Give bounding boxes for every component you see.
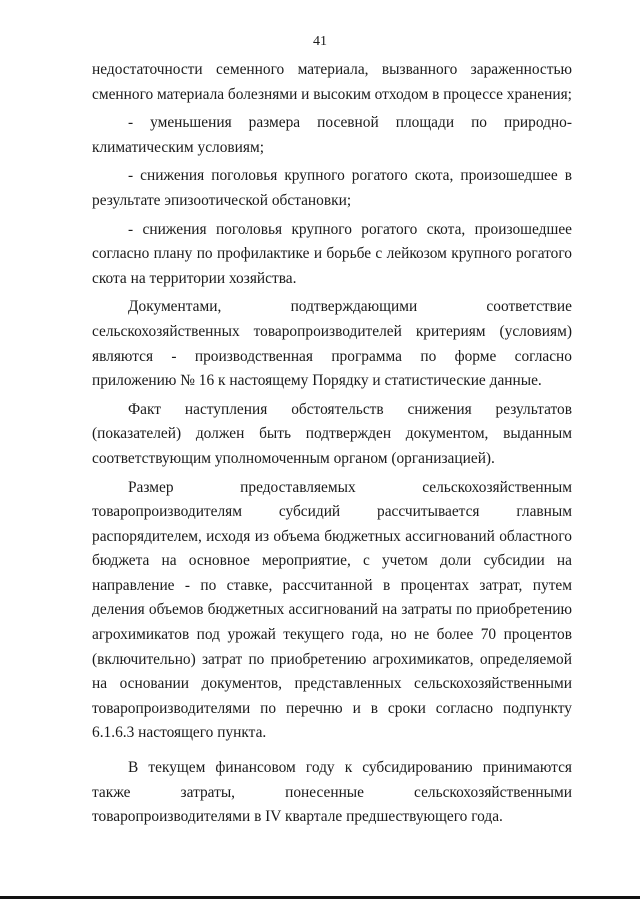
paragraph-confirming-documents: Документами, подтверждающими соответствие сельскохозяйственных товаропроизводителей критериям (условиям) являются - производственная программа по форме согласно приложению № 16 к настоящему Порядку и статистические данные. xyxy=(92,298,572,390)
paragraph-fact-confirmation: Факт наступления обстоятельств снижения результатов (показателей) должен быть подтвержден документом, выданным соответствующим уполномоченным органом (организацией). xyxy=(92,400,572,467)
paragraph-livestock-epizootic: - снижения поголовья крупного рогатого скота, произошедшее в результате эпизоотической обстановки; xyxy=(92,167,572,209)
paragraph-subsidy-size: Размер предоставляемых сельскохозяйственным товаропроизводителям субсидий рассчитывается главным распорядителем, исходя из объема бюджетных ассигнований областного бюджета на основное мероприятие, с учетом доли субсидии на направление - по ставке, рассчитанной в процентах затрат, путем деления объемов бюджетных ассигнований на затраты по приобретению агрохимикатов под урожай текущего года, но не более 70 процентов (включительно) затрат по приобретению агрохимикатов, определяемой на основании документов, представленных сельскохозяйственными товаропроизводителями по перечню и в сроки согласно подпункту 6.1.6.3 настоящего пункта. xyxy=(92,478,572,742)
page-number: 41 xyxy=(313,34,327,49)
paragraph-seed-shortage: недостаточности семенного материала, вызванного зараженностью сменного материала болезнями и высоким отходом в процессе хранения; xyxy=(92,61,572,103)
paragraph-livestock-leukosis: - снижения поголовья крупного рогатого скота, произошедшее согласно плану по профилактике и борьбе с лейкозом крупного рогатого скота на территории хозяйства. xyxy=(92,220,572,287)
bottom-scan-edge xyxy=(0,896,640,899)
paragraph-current-year-costs: В текущем финансовом году к субсидированию принимаются также затраты, понесенные сельскохозяйственными товаропроизводителями в IV квартале предшествующего года. xyxy=(92,759,572,826)
paragraph-sown-area-reduction: - уменьшения размера посевной площади по природно-климатическим условиям; xyxy=(92,114,572,156)
document-body xyxy=(92,58,572,830)
